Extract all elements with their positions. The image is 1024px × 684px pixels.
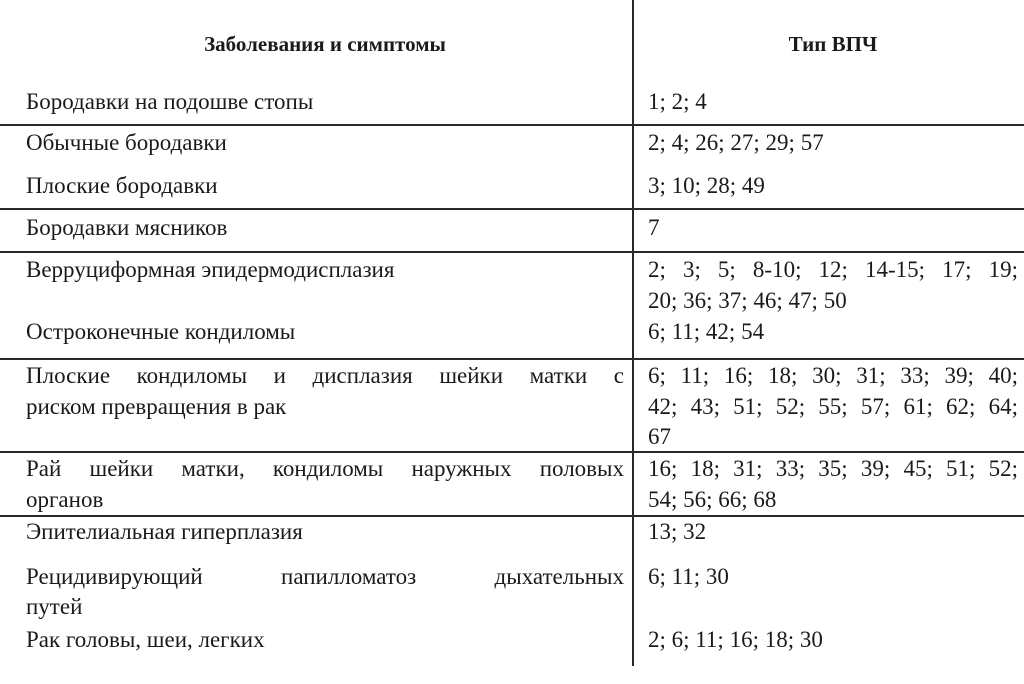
table-row-disease-line: Рецидивирующий папилломатоз дыхательных (26, 564, 624, 589)
table-row-hpv: 1; 2; 4 (648, 89, 707, 114)
table-row-hpv: 7 (648, 215, 660, 240)
table-row-hpv: 3; 10; 28; 49 (648, 173, 765, 198)
table-row-hpv-line: 20; 36; 37; 46; 47; 50 (648, 288, 847, 313)
header-hpv-type: Тип ВПЧ (788, 32, 878, 56)
table-row-hpv: 6; 11; 42; 54 (648, 319, 765, 344)
table-row-hpv-line: 16; 18; 31; 33; 35; 39; 45; 51; 52; (648, 456, 1018, 481)
table-row-hpv-line: 2; 3; 5; 8-10; 12; 14-15; 17; 19; (648, 257, 1018, 282)
table-row-disease: Верруциформная эпидермодисплазия (26, 257, 395, 282)
table-row-hpv-line: 67 (648, 424, 671, 449)
row-divider (0, 124, 1024, 126)
row-divider (0, 208, 1024, 210)
table-row-disease: Остроконечные кондиломы (26, 319, 296, 344)
table-row-disease-line: риском превращения в рак (26, 394, 287, 419)
table-row-hpv: 2; 6; 11; 16; 18; 30 (648, 627, 823, 652)
header-disease: Заболевания и симптомы (204, 32, 446, 56)
table-row-disease: Обычные бородавки (26, 130, 227, 155)
table-row-hpv: 13; 32 (648, 519, 707, 544)
table-row-hpv: 2; 4; 26; 27; 29; 57 (648, 130, 824, 155)
table-row-disease: Рак головы, шеи, легких (26, 627, 265, 652)
row-divider (0, 251, 1024, 253)
table-row-hpv-line: 42; 43; 51; 52; 55; 57; 61; 62; 64; (648, 394, 1018, 419)
table-row-disease-line: путей (26, 594, 83, 619)
table-row-hpv: 6; 11; 30 (648, 564, 729, 589)
table-row-disease-line: органов (26, 487, 104, 512)
column-divider (632, 0, 634, 666)
table-row-hpv-line: 6; 11; 16; 18; 30; 31; 33; 39; 40; (648, 363, 1018, 388)
table-row-disease: Бородавки мясников (26, 215, 228, 240)
table-row-disease: Плоские бородавки (26, 173, 218, 198)
table-row-disease-line: Рай шейки матки, кондиломы наружных половых (26, 456, 624, 481)
table-row-disease: Бородавки на подошве стопы (26, 89, 314, 114)
table-row-hpv-line: 54; 56; 66; 68 (648, 487, 777, 512)
table-row-disease: Эпителиальная гиперплазия (26, 519, 303, 544)
table-row-disease-line: Плоские кондиломы и дисплазия шейки матки с (26, 363, 624, 388)
